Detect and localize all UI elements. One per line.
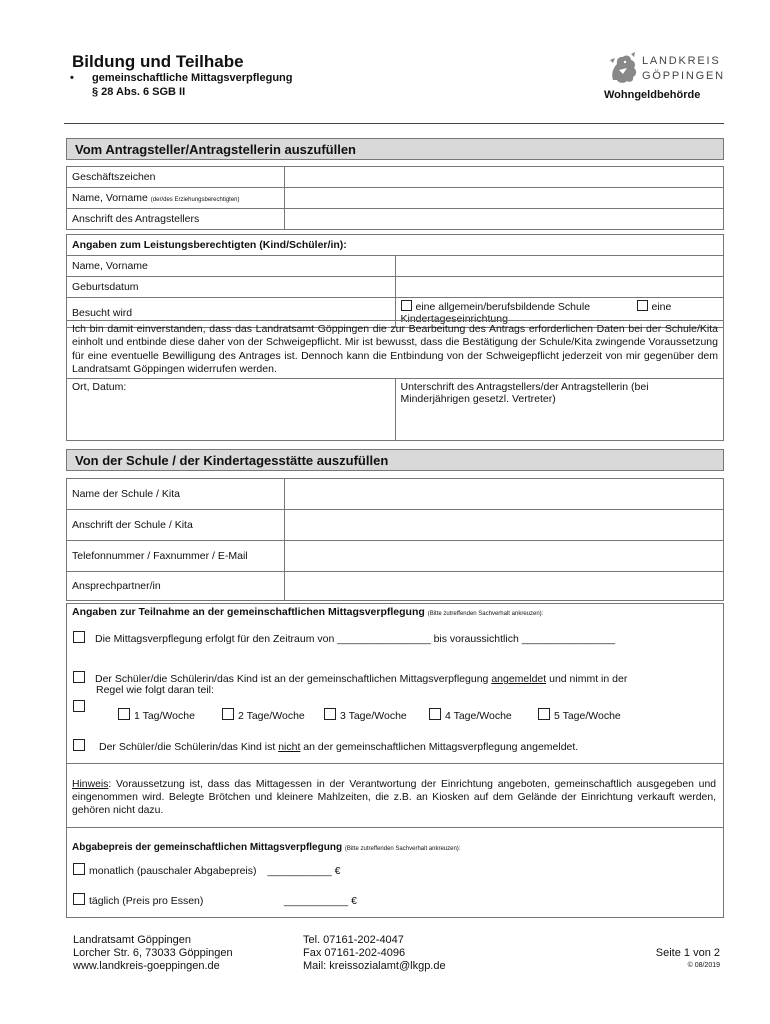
not-registered-line xyxy=(73,739,578,753)
kita-checkbox[interactable] xyxy=(637,300,648,311)
contact-person-field[interactable] xyxy=(285,572,724,601)
school-option-label: eine allgemein/berufsbildende Schule xyxy=(415,301,591,313)
day1-checkbox[interactable] xyxy=(118,708,130,720)
day1-label: 1 Tag/Woche xyxy=(134,710,195,722)
days-options xyxy=(118,708,621,722)
kita-option-label: eine Kindertageseinrichtung xyxy=(400,301,672,325)
price-note: (Bitte zutreffenden Sachverhalt ankreuzen): xyxy=(344,846,461,852)
participation-divider1 xyxy=(66,763,724,764)
day3-checkbox[interactable] xyxy=(324,708,336,720)
daily-currency: € xyxy=(351,895,357,907)
monthly-label: monatlich (pauschaler Abgabepreis) xyxy=(89,865,257,877)
period-line xyxy=(73,631,615,645)
school-checkbox[interactable] xyxy=(401,300,412,311)
registered-checkbox[interactable] xyxy=(73,671,85,683)
period-prefix: Die Mittagsverpflegung erfolgt für den Zeitraum von xyxy=(95,633,335,645)
monthly-checkbox[interactable] xyxy=(73,863,85,875)
contact-person-label: Ansprechpartner/in xyxy=(67,572,285,601)
school-table xyxy=(66,478,724,601)
school-contact-label: Telefonnummer / Faxnummer / E-Mail xyxy=(67,541,285,572)
day5-checkbox[interactable] xyxy=(538,708,550,720)
hint-label: Hinweis xyxy=(72,779,109,790)
logo-text-landkreis: LANDKREIS xyxy=(642,55,721,67)
participation-note: (Bitte zutreffenden Sachverhalt ankreuzen): xyxy=(427,611,544,617)
daily-label: täglich (Preis pro Essen) xyxy=(89,895,204,907)
school-name-field[interactable] xyxy=(285,479,724,510)
hint-text xyxy=(72,778,716,818)
period-middle: bis voraussichtlich xyxy=(433,633,519,645)
child-table xyxy=(66,234,724,328)
signature-label: Unterschrift des Antragstellers/der Antragstellerin (bei Minderjährigen gesetzl. Vertreter) xyxy=(400,381,649,405)
registered-word: angemeldet xyxy=(491,673,547,685)
guardian-name-note: (der/des Erziehungsberechtigten) xyxy=(150,197,240,203)
section2-heading: Von der Schule / der Kindertagesstätte auszufüllen xyxy=(66,449,724,471)
not-registered-word: nicht xyxy=(278,741,301,753)
footer-mail[interactable]: Mail: kreissozialamt@lkgp.de xyxy=(303,960,446,972)
period-checkbox[interactable] xyxy=(73,631,85,643)
section1-heading: Vom Antragsteller/Antragstellerin auszufüllen xyxy=(66,138,724,160)
footer-org: Landratsamt Göppingen xyxy=(73,934,192,946)
school-contact-field[interactable] xyxy=(285,541,724,572)
child-birthdate-label: Geburtsdatum xyxy=(67,277,396,298)
signature-field[interactable] xyxy=(395,379,724,441)
registered-pre: Der Schüler/die Schülerin/das Kind ist an der gemeinschaftlichen Mittagsverpflegung xyxy=(95,673,489,685)
daily-amount-field[interactable]: ___________ xyxy=(283,895,349,907)
subtitle-line1-text: gemeinschaftliche Mittagsverpflegung xyxy=(92,72,293,84)
child-name-label: Name, Vorname xyxy=(67,256,396,277)
participation-heading xyxy=(72,606,543,618)
applicant-address-label: Anschrift des Antragstellers xyxy=(67,209,285,230)
registered-post: und nimmt in der xyxy=(549,673,628,685)
school-address-field[interactable] xyxy=(285,510,724,541)
registered-line xyxy=(73,671,703,685)
period-to-field[interactable]: ________________ xyxy=(521,633,616,645)
guardian-name-label-text: Name, Vorname xyxy=(72,192,148,204)
day4-label: 4 Tage/Woche xyxy=(445,710,512,722)
place-date-field[interactable] xyxy=(67,379,396,441)
subtitle-line1 xyxy=(70,72,292,84)
subtitle-line2: § 28 Abs. 6 SGB II xyxy=(92,86,186,98)
day2-label: 2 Tage/Woche xyxy=(238,710,305,722)
registered-line2: Regel wie folgt daran teil: xyxy=(96,684,214,696)
days-group-checkbox[interactable] xyxy=(73,700,85,712)
monthly-currency: € xyxy=(334,865,341,877)
day4-checkbox[interactable] xyxy=(429,708,441,720)
header-divider xyxy=(64,123,724,124)
child-name-field[interactable] xyxy=(395,256,724,277)
footer-contact xyxy=(303,934,446,973)
not-registered-post: an der gemeinschaftlichen Mittagsverpflegung angemeldet. xyxy=(303,741,579,753)
period-from-field[interactable]: ________________ xyxy=(337,633,431,645)
footer-street: Lorcher Str. 6, 73033 Göppingen xyxy=(73,947,233,959)
daily-price-line xyxy=(73,893,357,907)
footer-fax: Fax 07161-202-4096 xyxy=(303,947,406,959)
price-heading-text: Abgabepreis der gemeinschaftlichen Mittagsverpflegung xyxy=(72,842,343,853)
child-heading: Angaben zum Leistungsberechtigten (Kind/Schüler/in): xyxy=(67,235,724,256)
school-name-label: Name der Schule / Kita xyxy=(67,479,285,510)
child-birthdate-field[interactable] xyxy=(395,277,724,298)
page-number: Seite 1 von 2 xyxy=(655,947,720,959)
not-registered-checkbox[interactable] xyxy=(73,739,85,751)
not-registered-pre: Der Schüler/die Schülerin/das Kind ist xyxy=(99,741,276,753)
place-date-label: Ort, Datum: xyxy=(72,381,127,393)
participation-divider2 xyxy=(66,827,724,828)
school-address-label: Anschrift der Schule / Kita xyxy=(67,510,285,541)
daily-checkbox[interactable] xyxy=(73,893,85,905)
monthly-amount-field[interactable]: ___________ xyxy=(267,865,332,877)
applicant-table xyxy=(66,166,724,230)
attends-label: Besucht wird xyxy=(67,298,396,328)
case-number-label: Geschäftszeichen xyxy=(67,167,285,188)
guardian-name-field[interactable] xyxy=(285,188,724,209)
hint-body: : Voraussetzung ist, dass das Mittagessen in der Verantwortung der Einrichtung angeboten, gemeinschaftlich ausgegeben und eingenommen wird. Belegte Brötchen und kleinere Mahlzeiten, die z.B. an Kiosken auf dem Gelände der Einrichtung verkauft werden, gehören nicht dazu. xyxy=(72,779,716,817)
day3-label: 3 Tage/Woche xyxy=(340,710,407,722)
department-name: Wohngeldbehörde xyxy=(604,89,701,101)
guardian-name-label xyxy=(67,188,285,209)
form-version: © 08/2019 xyxy=(687,962,720,969)
applicant-address-field[interactable] xyxy=(285,209,724,230)
bullet-icon: • xyxy=(70,72,74,84)
case-number-field[interactable] xyxy=(285,167,724,188)
consent-text: Ich bin damit einverstanden, dass das Landratsamt Göppingen die zur Bearbeitung des Antrags erforderlichen Daten bei der Schule/Kita einholt und entbinde diese daher von der Schweigepflicht. Mir ist bewusst, dass die Bestätigung der Schule/Kita zwingende Voraussetzung für eine eventuelle Bewilligung des Antrages ist. Dennoch kann die Entbindung von der Schweigepflicht jederzeit von mir gegenüber dem Landratsamt Göppingen widerrufen werden. xyxy=(67,321,724,379)
monthly-price-line xyxy=(73,863,340,877)
day2-checkbox[interactable] xyxy=(222,708,234,720)
logo-text-goeppingen: GÖPPINGEN xyxy=(642,70,725,82)
consent-table xyxy=(66,320,724,441)
day5-label: 5 Tage/Woche xyxy=(554,710,621,722)
page-title: Bildung und Teilhabe xyxy=(72,52,244,71)
price-heading xyxy=(72,842,460,853)
participation-heading-text: Angaben zur Teilnahme an der gemeinschaftlichen Mittagsverpflegung xyxy=(72,606,425,618)
footer-tel: Tel. 07161-202-4047 xyxy=(303,934,404,946)
footer-address xyxy=(73,934,233,973)
footer-web-link[interactable]: www.landkreis-goeppingen.de xyxy=(73,960,220,972)
